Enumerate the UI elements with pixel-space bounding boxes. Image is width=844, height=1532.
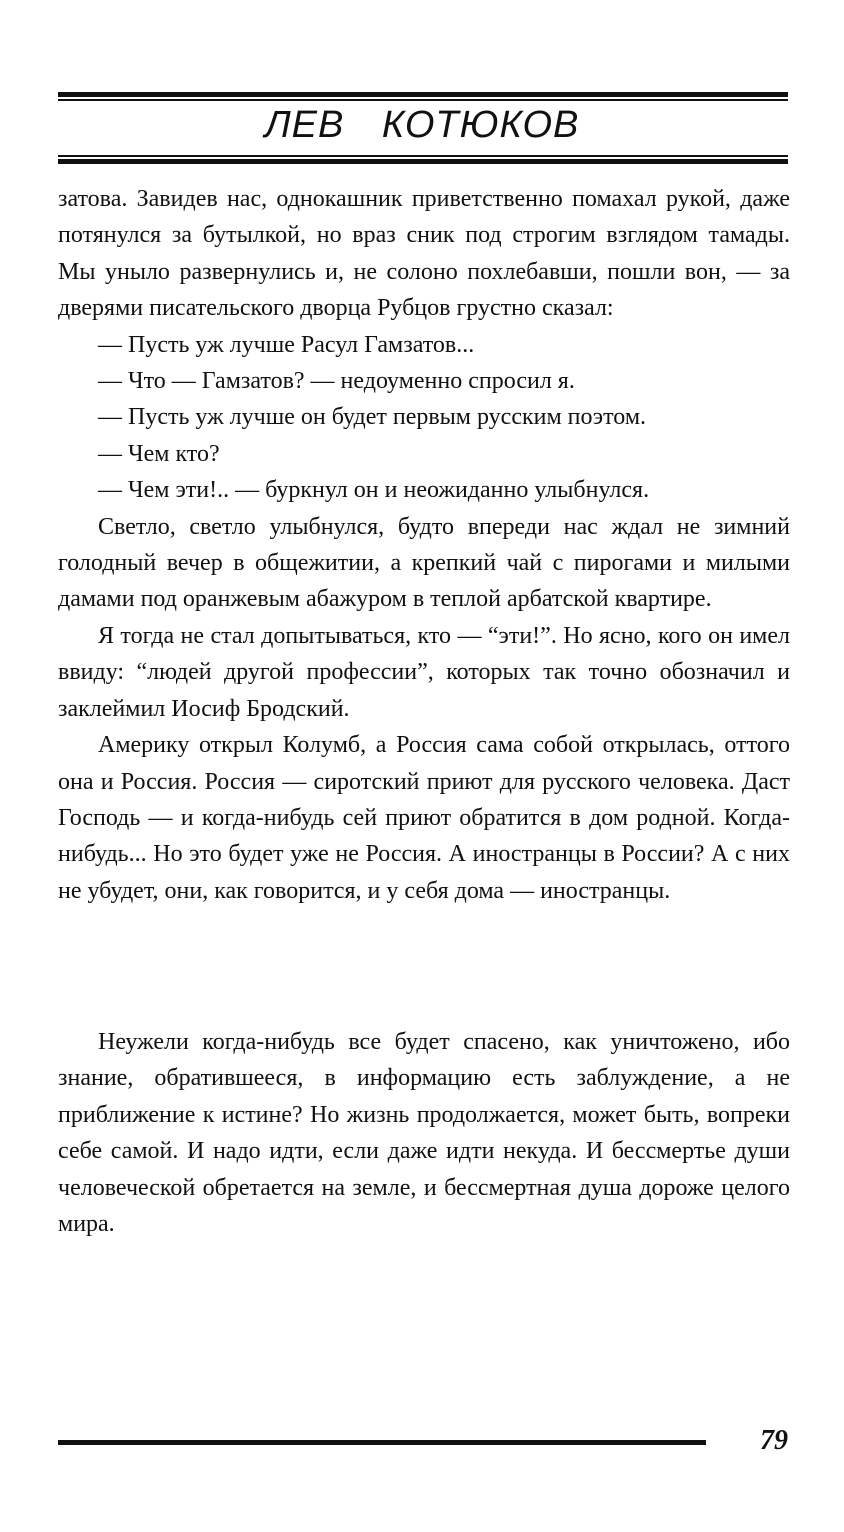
header-rule-thick bbox=[58, 92, 788, 97]
paragraph: Светло, светло улыбнулся, будто впереди нас ждал не зимний голодный вечер в общежитии, а крепкий чай с пирогами и милыми дамами под оранжевым абажуром в теплой арбатской квартире. bbox=[58, 513, 790, 613]
main-text-block bbox=[58, 181, 790, 909]
dialogue-line: — Пусть уж лучше Расул Гамзатов... bbox=[98, 331, 475, 358]
header-underline-thick bbox=[58, 159, 788, 164]
dialogue-line: — Чем кто? bbox=[98, 440, 220, 467]
paragraph: затова. Завидев нас, однокашник приветственно помахал рукой, даже потянулся за бутылкой, но враз сник под строгим взглядом тамады. Мы уныло развернулись и, не солоно похлебавши, пошли вон, — за дверями писательского дворца Рубцов грустно сказал: bbox=[58, 186, 790, 322]
closing-text-block bbox=[58, 1024, 790, 1242]
page-number: 79 bbox=[760, 1425, 788, 1456]
paragraph: Я тогда не стал допытываться, кто — “эти!”. Но ясно, кого он имел ввиду: “людей другой профессии”, которых так точно обозначил и заклеймил Иосиф Бродский. bbox=[58, 622, 790, 722]
running-title: ЛЕВ КОТЮКОВ bbox=[264, 104, 580, 146]
footer-rule bbox=[58, 1440, 706, 1445]
paragraph: Неужели когда-нибудь все будет спасено, как уничтожено, ибо знание, обратившееся, в информацию есть заблуждение, а не приближение к истине? Но жизнь продолжается, может быть, вопреки себе самой. И надо идти, если даже идти некуда. И бессмертье души человеческой обретается на земле, и бессмертная душа дороже целого мира. bbox=[58, 1029, 790, 1238]
paragraph: Америку открыл Колумб, а Россия сама собой открылась, оттого она и Россия. Россия — сиротский приют для русского человека. Даст Господь — и когда-нибудь сей приют обратится в дом родной. Когда-нибудь... Но это будет уже не Россия. А иностранцы в России? А с них не убудет, они, как говорится, и у себя дома — иностранцы. bbox=[58, 732, 790, 904]
header-underline-thin bbox=[58, 155, 788, 157]
dialogue-line: — Пусть уж лучше он будет первым русским поэтом. bbox=[98, 404, 647, 431]
dialogue-line: — Что — Гамзатов? — недоуменно спросил я. bbox=[98, 368, 575, 395]
dialogue-line: — Чем эти!.. — буркнул он и неожиданно улыбнулся. bbox=[98, 477, 650, 504]
